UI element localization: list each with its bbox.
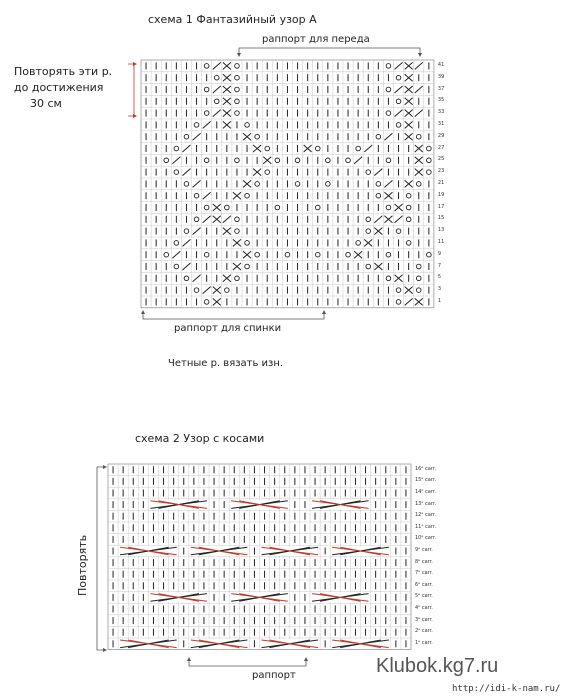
scheme1-row-number: 27: [437, 144, 445, 151]
scheme1-row-number: 33: [437, 109, 445, 116]
watermark-url: http://idi-k-nam.ru/: [452, 684, 561, 694]
scheme1-footnote: Четные р. вязать изн.: [168, 358, 284, 369]
scheme2-row-label: 14ᵉ carr.: [415, 489, 437, 495]
scheme1-row-number: 15: [437, 215, 445, 222]
scheme1-row-number: 39: [437, 73, 445, 80]
scheme2-row-label: 6ᵉ carr.: [415, 581, 433, 588]
scheme2-row-label: 1ᵉ carr.: [415, 639, 433, 646]
scheme1-row-number: 17: [437, 203, 445, 210]
scheme1-row-number: 3: [437, 286, 442, 293]
watermark-site: Klubok.kg7.ru: [376, 655, 499, 677]
scheme2-row-label: 16ᵉ carr.: [415, 465, 437, 472]
scheme1-row-number: 13: [437, 227, 445, 234]
scheme1-row-number: 23: [437, 168, 445, 175]
scheme1-top-repeat-label: раппорт для переда: [262, 34, 370, 45]
scheme2-side-label: Повторять: [76, 534, 89, 596]
scheme1-row-number: 5: [437, 274, 442, 281]
scheme2-row-label: 7ᵉ carr.: [415, 570, 433, 577]
scheme1-bottom-repeat-label: раппорт для спинки: [174, 323, 282, 334]
scheme1-row-number: 11: [437, 238, 445, 245]
scheme1-row-number: 25: [437, 156, 445, 163]
scheme1-row-number: 19: [437, 191, 445, 198]
scheme2-title: схема 2 Узор с косами: [135, 432, 265, 445]
scheme1-row-number: 31: [437, 120, 445, 127]
scheme1-row-number: 41: [437, 61, 445, 68]
scheme2-row-label: 11ᵉ carr.: [415, 523, 437, 530]
left-note-line-1: Повторять эти р.: [14, 65, 113, 78]
scheme1-row-number: 37: [437, 85, 445, 92]
scheme1-row-number: 1: [437, 297, 442, 304]
scheme1-row-number: 29: [437, 132, 445, 139]
scheme2-row-label: 4ᵉ carr.: [415, 605, 433, 611]
scheme2-bottom-repeat-label: раппорт: [252, 670, 296, 681]
scheme2-row-label: 3ᵉ carr.: [415, 616, 433, 623]
left-note-line-2: до достижения: [14, 81, 104, 94]
scheme1-title: схема 1 Фантазийный узор А: [148, 13, 317, 26]
scheme2-row-label: 12ᵉ carr.: [415, 512, 437, 519]
scheme2-row-label: 9ᵉ carr.: [415, 547, 433, 553]
scheme1-row-number: 21: [437, 179, 445, 186]
scheme2-row-label: 15ᵉ carr.: [415, 477, 437, 484]
scheme1-row-number: 9: [437, 250, 442, 257]
scheme2-row-label: 13ᵉ carr.: [415, 500, 437, 507]
scheme2-row-label: 10ᵉ carr.: [415, 535, 437, 542]
scheme2-row-label: 2ᵉ carr.: [415, 628, 433, 635]
scheme2-row-label: 5ᵉ carr.: [415, 593, 433, 600]
scheme2-row-label: 8ᵉ carr.: [415, 558, 433, 565]
scheme1-row-number: 7: [437, 262, 442, 269]
scheme1-row-number: 35: [437, 97, 445, 104]
left-note-line-3: 30 см: [30, 97, 62, 110]
